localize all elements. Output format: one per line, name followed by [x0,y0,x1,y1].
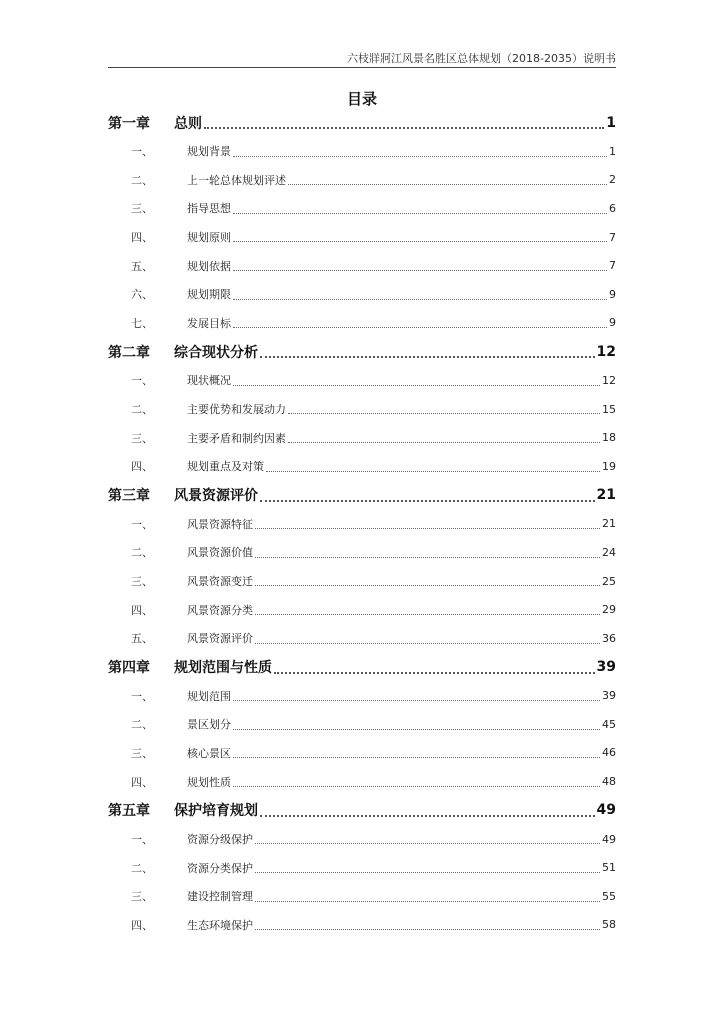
entry-page-number: 39 [596,659,616,675]
entry-number: 二、 [131,546,153,560]
entry-number: 二、 [131,718,153,732]
toc-chapter-entry[interactable] [108,108,616,137]
entry-label: 景区划分 [187,718,231,732]
entry-number: 二、 [131,861,153,875]
toc-section-entry[interactable] [108,309,616,338]
toc-section-entry[interactable] [108,137,616,166]
entry-label: 指导思想 [187,202,231,216]
dot-leader [233,757,600,758]
dot-leader [255,643,600,644]
toc-section-entry[interactable] [108,710,616,739]
entry-label: 资源分级保护 [187,833,253,847]
dot-leader [274,672,595,674]
dot-leader [255,557,600,558]
dot-leader [260,356,595,358]
entry-number: 三、 [131,575,153,589]
entry-number: 二、 [131,173,153,187]
toc-section-entry[interactable] [108,624,616,653]
entry-number: 四、 [131,231,153,245]
entry-number: 四、 [131,775,153,789]
toc-section-entry[interactable] [108,767,616,796]
toc-section-entry[interactable] [108,510,616,539]
entry-label: 核心景区 [187,746,231,760]
entry-label: 风景资源价值 [187,546,253,560]
entry-label: 总则 [174,115,202,132]
toc-section-entry[interactable] [108,682,616,711]
header-divider [108,67,616,68]
entry-page-number: 58 [602,918,616,932]
toc-section-entry[interactable] [108,166,616,195]
entry-page-number: 46 [602,746,616,760]
toc-chapter-entry[interactable] [108,481,616,510]
entry-number: 第二章 [108,344,150,361]
toc-section-entry[interactable] [108,194,616,223]
dot-leader [255,901,600,902]
entry-page-number: 2 [609,173,616,187]
entry-label: 规划原则 [187,231,231,245]
toc-section-entry[interactable] [108,223,616,252]
entry-number: 三、 [131,202,153,216]
dot-leader [288,442,600,443]
entry-page-number: 25 [602,574,616,588]
entry-page-number: 9 [609,287,616,301]
table-of-contents [108,108,616,939]
entry-label: 规划范围与性质 [174,660,272,676]
entry-number: 第三章 [108,488,150,505]
dot-leader [255,614,600,615]
entry-page-number: 21 [596,487,616,504]
entry-number: 四、 [131,460,153,474]
toc-section-entry[interactable] [108,882,616,911]
toc-section-entry[interactable] [108,452,616,481]
entry-page-number: 6 [609,201,616,215]
toc-section-entry[interactable] [108,395,616,424]
dot-leader [260,500,595,502]
toc-section-entry[interactable] [108,595,616,624]
entry-number: 一、 [131,145,153,159]
toc-chapter-entry[interactable] [108,796,616,825]
dot-leader [233,700,600,701]
dot-leader [233,213,607,214]
entry-page-number: 7 [609,230,616,244]
dot-leader [260,815,595,817]
entry-label: 风景资源分类 [187,603,253,617]
entry-number: 三、 [131,431,153,445]
entry-page-number: 24 [602,545,616,559]
entry-label: 上一轮总体规划评述 [187,173,286,187]
toc-section-entry[interactable] [108,825,616,854]
entry-number: 二、 [131,403,153,417]
entry-page-number: 7 [609,259,616,273]
dot-leader [233,156,607,157]
entry-page-number: 55 [602,889,616,903]
toc-section-entry[interactable] [108,739,616,768]
entry-label: 现状概况 [187,374,231,388]
entry-label: 规划重点及对策 [187,460,264,474]
entry-page-number: 36 [602,631,616,645]
dot-leader [233,786,600,787]
dot-leader [255,528,600,529]
toc-section-entry[interactable] [108,423,616,452]
entry-label: 规划依据 [187,259,231,273]
dot-leader [288,413,600,414]
toc-section-entry[interactable] [108,567,616,596]
entry-number: 三、 [131,890,153,904]
dot-leader [266,471,600,472]
entry-number: 六、 [131,288,153,302]
entry-page-number: 49 [596,802,616,819]
entry-page-number: 49 [602,832,616,846]
entry-number: 五、 [131,632,153,646]
entry-label: 主要矛盾和制约因素 [187,431,286,445]
entry-label: 发展目标 [187,316,231,330]
toc-section-entry[interactable] [108,538,616,567]
entry-number: 第四章 [108,660,150,676]
toc-section-entry[interactable] [108,366,616,395]
entry-page-number: 51 [602,861,616,875]
dot-leader [255,843,600,844]
entry-label: 风景资源评价 [174,488,258,505]
entry-label: 规划性质 [187,775,231,789]
entry-label: 规划范围 [187,689,231,703]
dot-leader [255,929,600,930]
entry-page-number: 29 [602,603,616,617]
entry-label: 规划背景 [187,145,231,159]
entry-label: 综合现状分析 [174,344,258,361]
toc-section-entry[interactable] [108,280,616,309]
entry-number: 七、 [131,316,153,330]
entry-page-number: 1 [606,114,616,131]
entry-page-number: 19 [602,459,616,473]
entry-number: 四、 [131,918,153,932]
entry-number: 四、 [131,603,153,617]
running-header: 六枝牂牁江风景名胜区总体规划（2018-2035）说明书 [347,52,616,65]
entry-number: 三、 [131,746,153,760]
entry-label: 生态环境保护 [187,918,253,932]
dot-leader [233,385,600,386]
entry-label: 主要优势和发展动力 [187,403,286,417]
toc-section-entry[interactable] [108,911,616,940]
dot-leader [288,184,607,185]
entry-label: 规划期限 [187,288,231,302]
entry-number: 一、 [131,833,153,847]
entry-number: 第五章 [108,803,150,820]
dot-leader [255,872,600,873]
entry-page-number: 45 [602,717,616,731]
entry-page-number: 12 [602,373,616,387]
toc-title: 目录 [346,90,377,108]
dot-leader [255,585,600,586]
entry-page-number: 48 [602,775,616,789]
entry-label: 风景资源特征 [187,517,253,531]
entry-page-number: 1 [609,144,616,158]
entry-page-number: 9 [609,316,616,330]
dot-leader [233,270,607,271]
entry-label: 建设控制管理 [187,890,253,904]
entry-page-number: 12 [596,343,616,360]
entry-page-number: 39 [602,689,616,703]
entry-page-number: 18 [602,431,616,445]
toc-section-entry[interactable] [108,853,616,882]
entry-number: 五、 [131,259,153,273]
dot-leader [233,327,607,328]
entry-page-number: 21 [602,517,616,531]
toc-chapter-entry[interactable] [108,653,616,682]
entry-number: 一、 [131,689,153,703]
dot-leader [233,241,607,242]
toc-section-entry[interactable] [108,251,616,280]
entry-label: 风景资源变迁 [187,575,253,589]
entry-number: 一、 [131,517,153,531]
entry-label: 资源分类保护 [187,861,253,875]
entry-number: 一、 [131,374,153,388]
entry-page-number: 15 [602,402,616,416]
dot-leader [204,127,604,129]
entry-label: 风景资源评价 [187,632,253,646]
toc-chapter-entry[interactable] [108,337,616,366]
dot-leader [233,729,600,730]
entry-label: 保护培育规划 [174,803,258,820]
entry-number: 第一章 [108,115,150,132]
dot-leader [233,299,607,300]
